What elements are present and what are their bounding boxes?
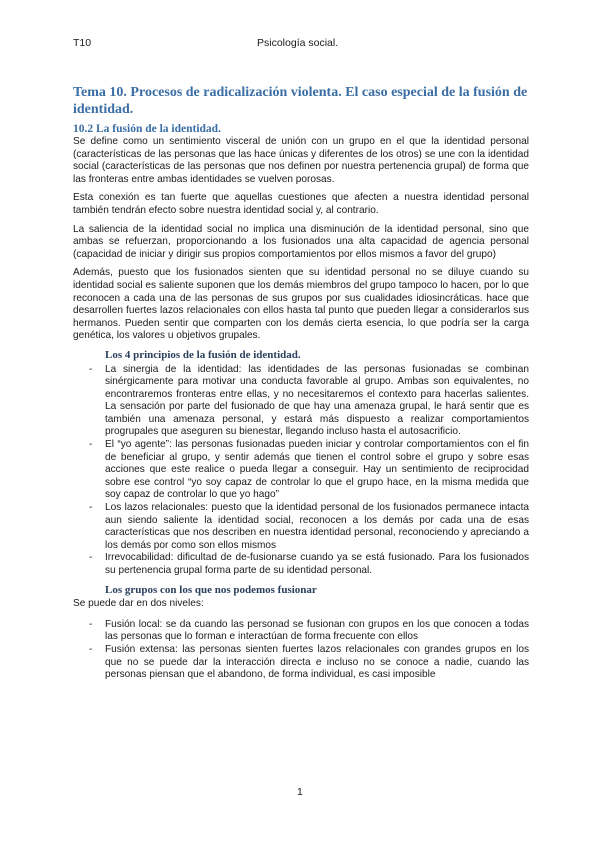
principles-list [73, 364, 529, 578]
groups-list [73, 619, 529, 682]
section-heading-10-2: 10.2 La fusión de la identidad. [73, 123, 221, 135]
paragraph: Esta conexión es tan fuerte que aquellas cuestiones que afecten a nuestra identidad personal también tendrán efecto sobre nuestra identidad social y, al contrario. [73, 192, 529, 216]
page-number: 1 [297, 786, 303, 798]
paragraph: Además, puesto que los fusionados sienten que su identidad personal no se diluye cuando su identidad social es saliente suponen que los demás miembros del grupo tampoco lo hacen, por lo que reconocen a cada una de las personas de sus grupos por sus cualidades idiosincráticas. hace que desarrollen fuertes lazos relacionales con ellos hasta tal punto que pueden llegar a considerarlos sus hermanos. Pueden sentir que comparten con los demás cierta esencia, lo que podría ser la carga genética, los valores u objetivos grupales. [73, 267, 529, 342]
header-left: T10 [73, 37, 92, 49]
list-item: - Fusión local: se da cuando las personad se fusionan con grupos en los que conocen a todas las personas que lo forman e interactúan de forma frecuente con ellos [73, 619, 529, 644]
list-item: - Fusión extensa: las personas sienten fuertes lazos relacionales con grandes grupos en los que no se puede dar la interacción directa e incluso no se conoce a nadie, cuando las personas piensan que el abandono, de forma individual, es casi imposible [73, 644, 529, 682]
paragraph: Se define como un sentimiento visceral de unión con un grupo en el que la identidad personal (características de las personas que las hace únicas y diferentes de los otros) se une con la identidad social (características de las personas que nos definen por nuestra pertenencia grupal) de forma que las fronteras entre ambas identidades se vuelven porosas. [73, 136, 529, 185]
list-item: - Irrevocabilidad: dificultad de de-fusionarse cuando ya se está fusionado. Para los fusionados su pertenencia grupal forma parte de su identidad personal. [73, 552, 529, 577]
groups-intro: Se puede dar en dos niveles: [73, 598, 204, 610]
paragraph: La saliencia de la identidad social no implica una disminución de la identidad personal, sino que ambas se refuerzan, proporcionando a los fusionados una alta capacidad de agencia personal (capacidad de iniciar y dirigir sus propios comportamientos por ellos mismos a favor del grupo) [73, 223, 529, 260]
principles-heading: Los 4 principios de la fusión de identidad. [105, 348, 301, 361]
list-item: - La sinergia de la identidad: las identidades de las personas fusionadas se combinan sinérgicamente para motivar una conducta favorable al grupo. Ambas son equivalentes, no encontraremos fronteras entre ellas, y no necesitaremos el contexto para hacerlas salientes. La sensación por parte del fusionado de que hay una amenaza grupal, le hará sentir que es también una amenaza personal, y estará más dispuesto a realizar comportamientos progrupales que aseguren su bienestar, llegando incluso hasta el autosacrificio. [73, 364, 529, 440]
header-center: Psicología social. [257, 37, 339, 49]
document-body [73, 122, 529, 687]
list-item: - El “yo agente”: las personas fusionadas pueden iniciar y controlar comportamientos con el fin de beneficiar al grupo, y sentir además que tienen el control sobre el grupo y sobre esas acciones que este realice o pueda llegar a conseguir. Hay un sentimiento de reciprocidad sobre ese control “yo soy capaz de controlar lo que el grupo hace, en la misma medida que soy capaz de controlar lo que yo hago” [73, 439, 529, 502]
groups-heading: Los grupos con los que nos podemos fusionar [105, 583, 317, 596]
page-title: Tema 10. Procesos de radicalización violenta. El caso especial de la fusión de identidad. [73, 85, 528, 117]
list-item: - Los lazos relacionales: puesto que la identidad personal de los fusionados permanece intacta aun siendo saliente la identidad social, reconocen a los demás por cada una de esas características que nos describen en nuestra identidad personal, reconociendo y apreciando a los demás por como son ellos mismos [73, 502, 529, 552]
